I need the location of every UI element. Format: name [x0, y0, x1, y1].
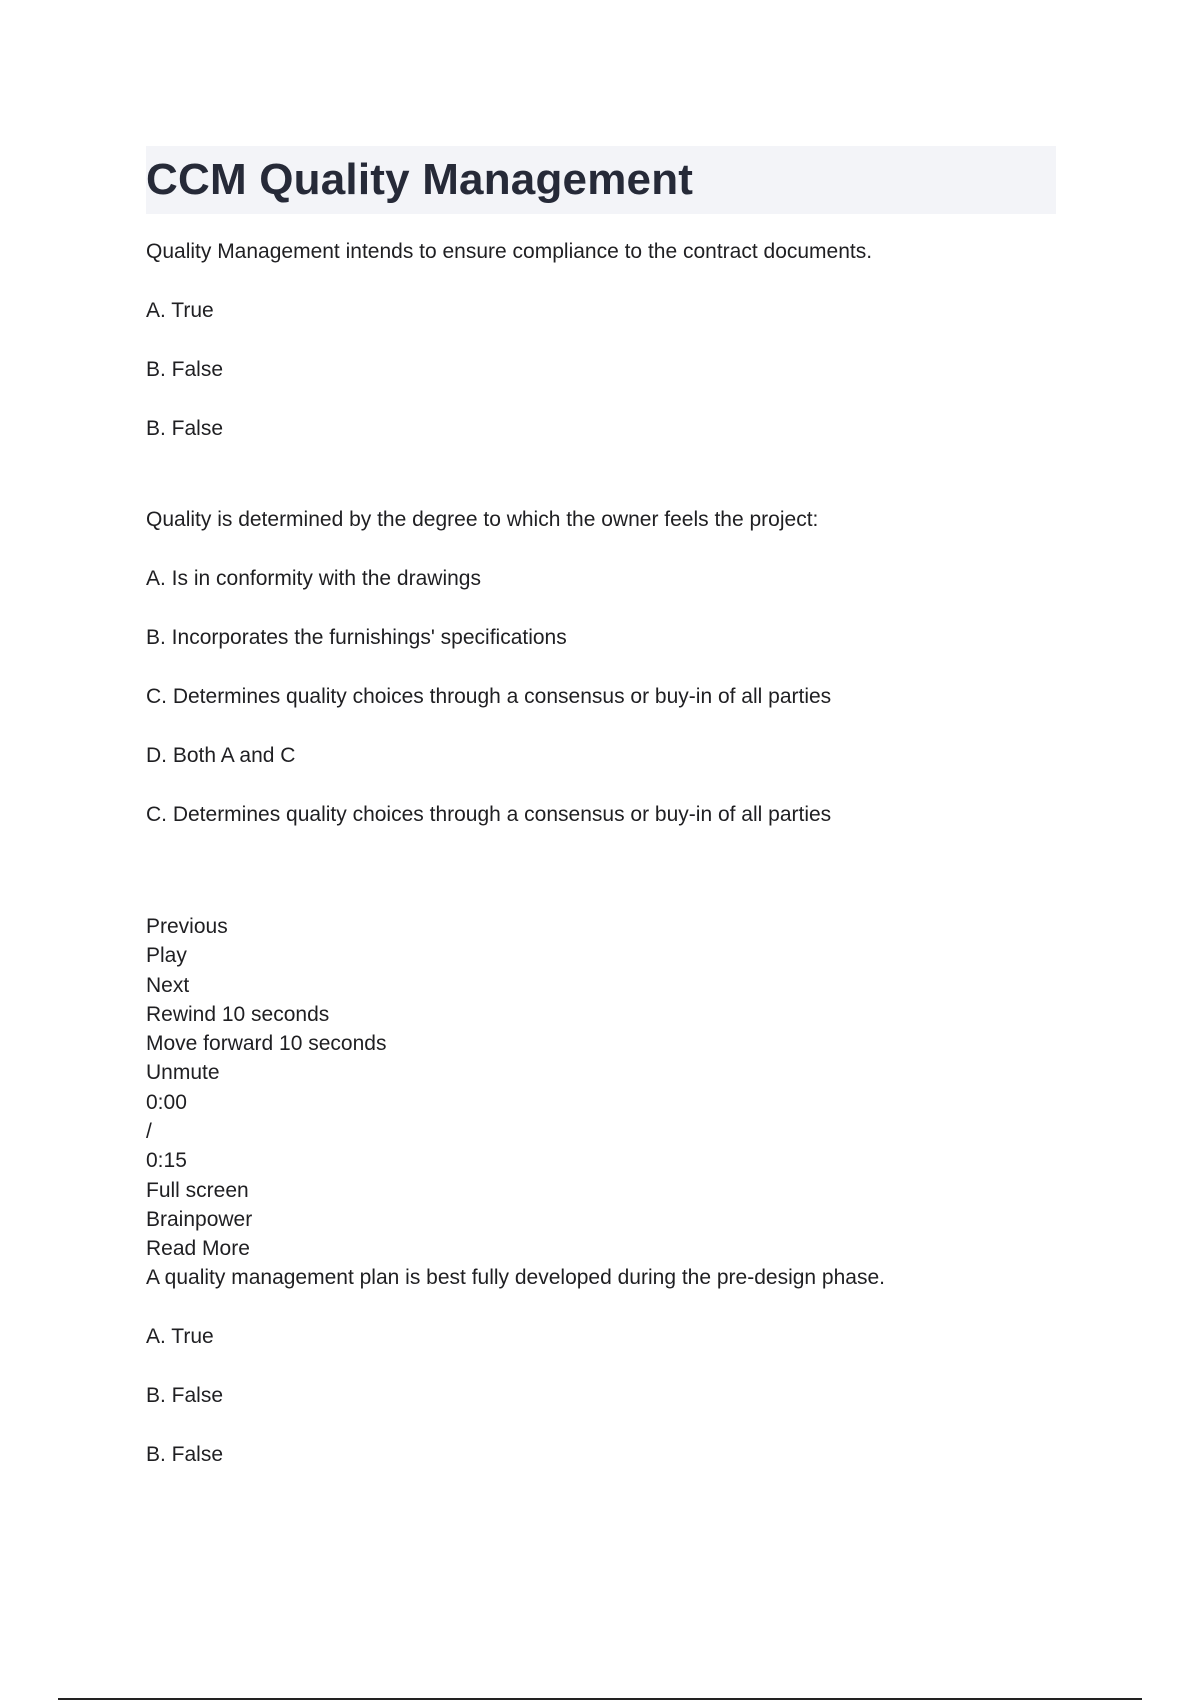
next-button[interactable]: Next: [146, 973, 190, 997]
current-time: 0:00: [146, 1090, 187, 1114]
time-separator: /: [146, 1120, 152, 1144]
document-page: [146, 146, 1056, 1500]
play-button[interactable]: Play: [146, 944, 187, 968]
answer-option: A. True: [146, 1324, 214, 1348]
question-text: Quality Management intends to ensure compliance to the contract documents.: [146, 240, 873, 263]
question-text: A quality management plan is best fully developed during the pre-design phase.: [146, 1265, 885, 1289]
question-block-1: [146, 238, 1056, 443]
answer-option: B. False: [146, 358, 224, 381]
footer-divider: [58, 1698, 1142, 1700]
rewind-button[interactable]: Rewind 10 seconds: [146, 1002, 330, 1026]
correct-answer: B. False: [146, 1442, 224, 1466]
previous-button[interactable]: Previous: [146, 915, 228, 938]
duration: 0:15: [146, 1149, 187, 1173]
answer-option: A. True: [146, 299, 214, 322]
page-title: CCM Quality Management: [146, 155, 694, 204]
fullscreen-button[interactable]: Full screen: [146, 1178, 249, 1202]
correct-answer: B. False: [146, 417, 224, 440]
forward-button[interactable]: Move forward 10 seconds: [146, 1032, 387, 1056]
answer-option: B. Incorporates the furnishings' specifications: [146, 626, 567, 649]
title-banner: [146, 146, 1056, 214]
brand-link[interactable]: Brainpower: [146, 1207, 253, 1231]
answer-option: B. False: [146, 1383, 224, 1407]
correct-answer: C. Determines quality choices through a consensus or buy-in of all parties: [146, 803, 832, 826]
answer-option: A. Is in conformity with the drawings: [146, 567, 481, 590]
read-more-link[interactable]: Read More: [146, 1237, 250, 1261]
video-player: [146, 912, 1056, 1264]
question-block-3: [146, 1264, 1056, 1469]
unmute-button[interactable]: Unmute: [146, 1061, 220, 1085]
answer-option: D. Both A and C: [146, 744, 296, 767]
answer-option: C. Determines quality choices through a consensus or buy-in of all parties: [146, 685, 832, 708]
question-text: Quality is determined by the degree to which the owner feels the project:: [146, 508, 819, 531]
question-block-2: [146, 506, 1056, 829]
